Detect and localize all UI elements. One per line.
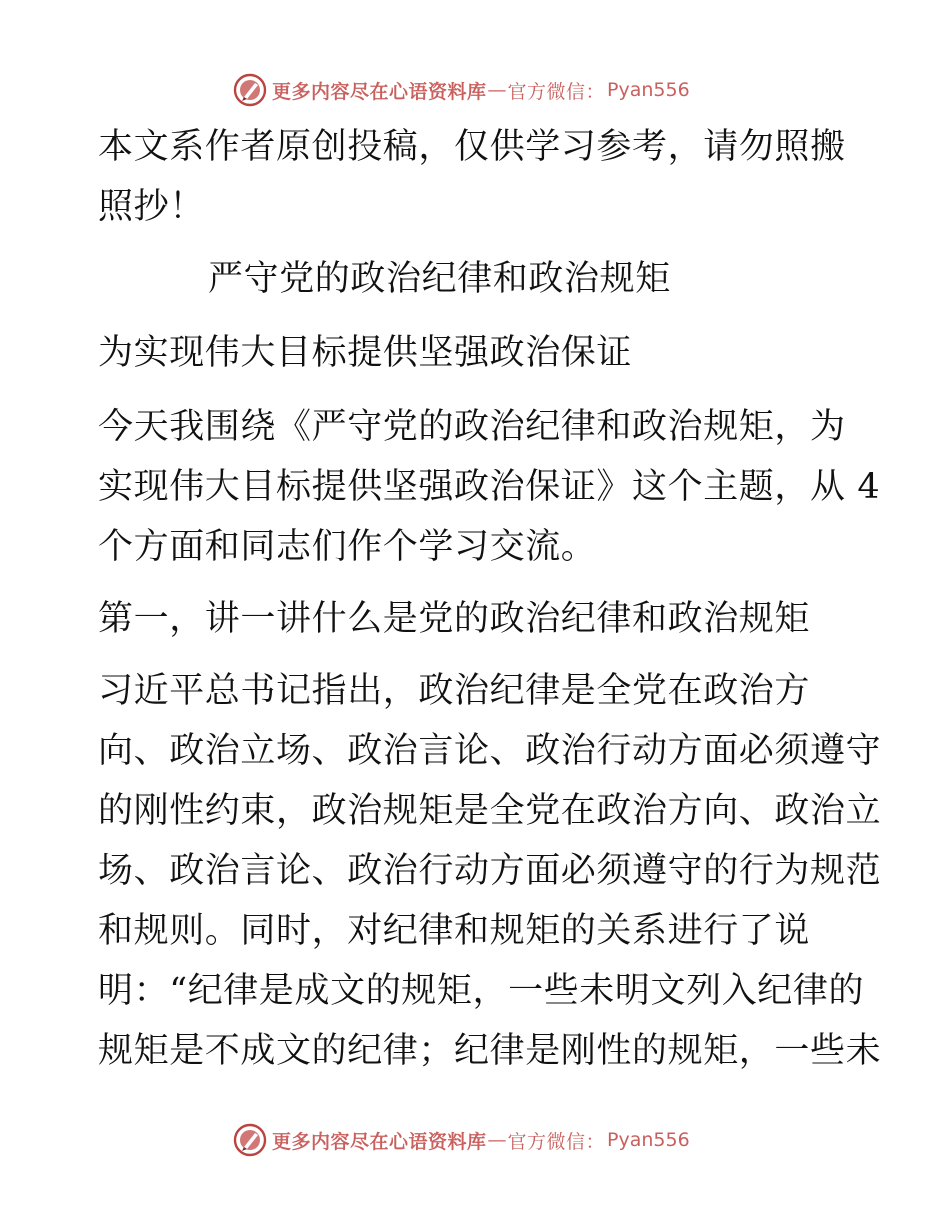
body-line: 场、政治言论、政治行动方面必须遵守的行为规范 [98,851,882,891]
body-line: 照抄！ [98,187,205,227]
banner-official-label: 官方微信： [507,80,606,103]
body-line: 个方面和同志们作个学习交流。 [98,527,597,567]
body-line: 习近平总书记指出，政治纪律是全党在政治方 [98,671,811,711]
body-line: 规矩是不成文的纪律；纪律是刚性的规矩，一些未 [98,1031,882,1071]
banner-wechat-id: Pyan556 [607,79,690,101]
document-title: 严守党的政治纪律和政治规矩 [208,259,671,299]
body-line: 明：“纪律是成文的规矩，一些未明文列入纪律的 [98,971,865,1011]
red-seal-logo-icon [232,1122,268,1158]
body-line: 向、政治立场、政治言论、政治行动方面必须遵守 [98,731,882,771]
body-line: 和规则。同时，对纪律和规矩的关系进行了说 [98,911,811,951]
section-heading: 第一，讲一讲什么是党的政治纪律和政治规矩 [98,599,811,639]
header-banner [232,70,712,110]
body-line: 实现伟大目标提供坚强政治保证》这个主题，从 4 [98,467,881,507]
document-subtitle: 为实现伟大目标提供坚强政治保证 [98,333,633,373]
body-line: 的刚性约束，政治规矩是全党在政治方向、政治立 [98,791,882,831]
red-seal-logo-icon [232,72,268,108]
footer-banner [232,1120,712,1160]
body-line: 本文系作者原创投稿，仅供学习参考，请勿照搬 [98,127,846,167]
banner-official-label: 官方微信： [507,1130,606,1153]
banner-wechat-id: Pyan556 [607,1129,690,1151]
banner-main-text: 更多内容尽在心语资料库 [272,80,487,103]
banner-dash: — [487,79,507,101]
banner-dash: — [487,1129,507,1151]
banner-main-text: 更多内容尽在心语资料库 [272,1130,487,1153]
body-line: 今天我围绕《严守党的政治纪律和政治规矩，为 [98,407,846,447]
